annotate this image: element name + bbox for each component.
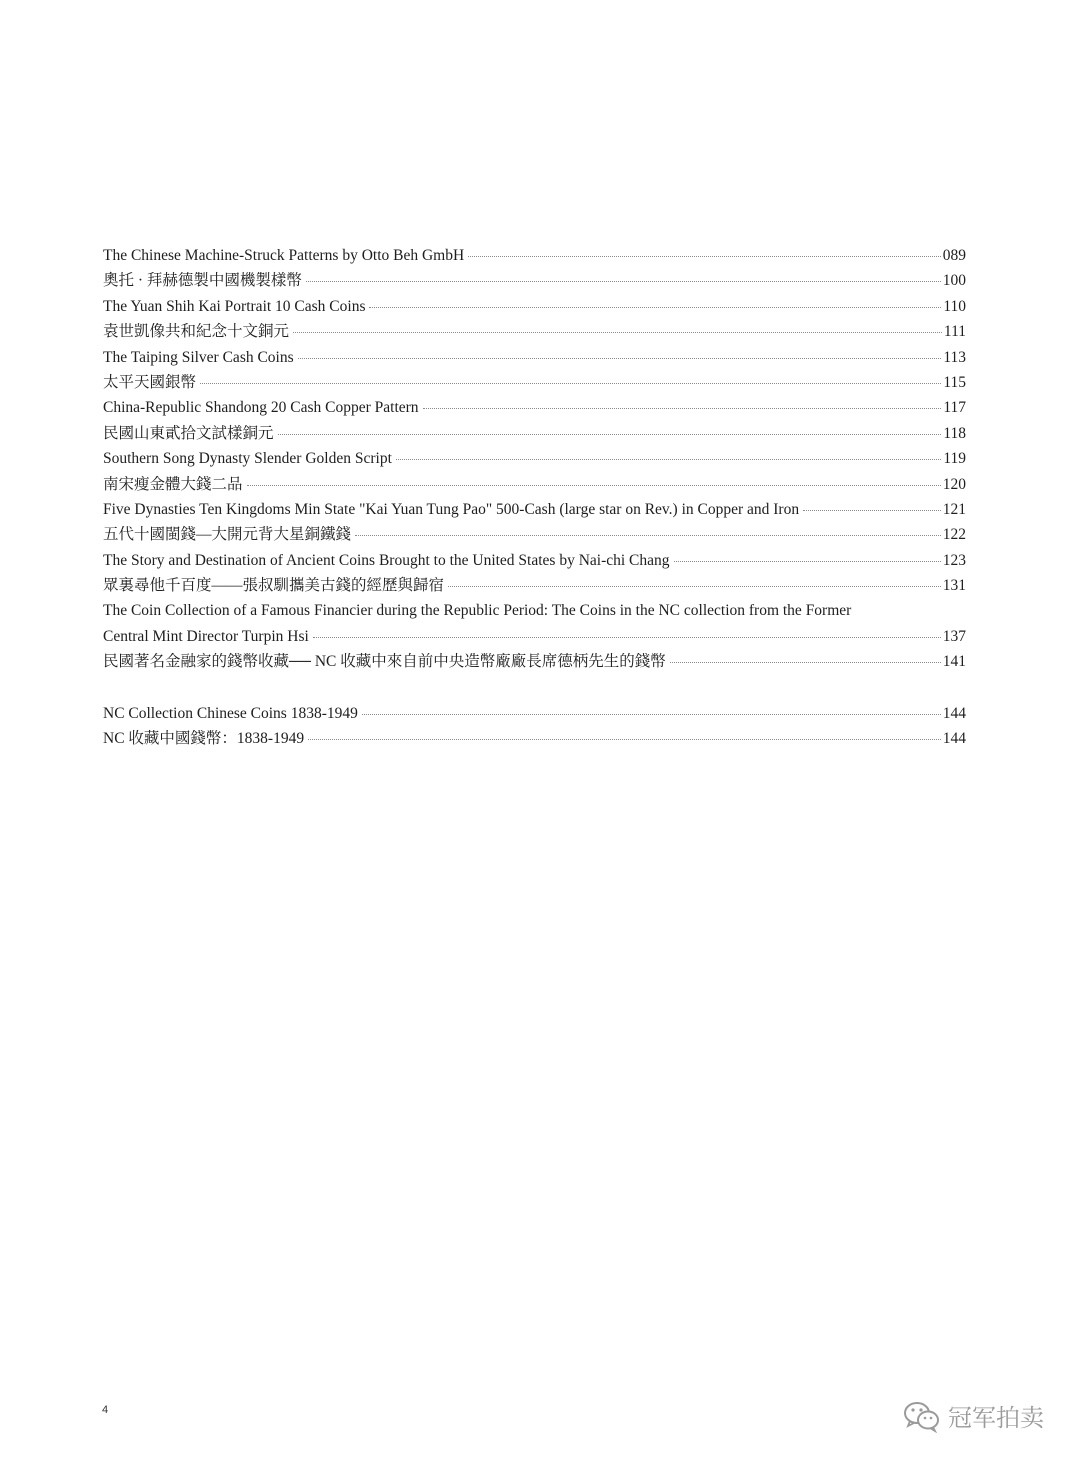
toc-entry[interactable] — [103, 497, 966, 522]
toc-entry-title: 民國著名金融家的錢幣收藏── NC 收藏中來自前中央造幣廠廠長席德柄先生的錢幣 — [103, 653, 666, 671]
dot-leader — [674, 561, 941, 562]
dot-leader — [803, 510, 941, 511]
toc-entry-page: 115 — [943, 373, 966, 391]
toc-entry-page: 137 — [942, 627, 966, 645]
section-gap — [103, 675, 966, 701]
toc-entry-title: NC 收藏中國錢幣：1838-1949 — [103, 730, 305, 748]
dot-leader — [362, 714, 941, 715]
toc-entry-title: Five Dynasties Ten Kingdoms Min State "Kai Yuan Tung Pao" 500-Cash (large star on Rev.) in Copper and Iron — [103, 500, 800, 518]
toc-entry-page: 141 — [942, 653, 966, 671]
watermark — [902, 1398, 1044, 1433]
toc-entry-title: The Story and Destination of Ancient Coins Brought to the United States by Nai-chi Chang — [103, 551, 670, 569]
toc-entry[interactable] — [103, 598, 966, 649]
toc-appendix-entry[interactable] — [103, 701, 966, 726]
dot-leader — [278, 434, 942, 435]
dot-leader — [369, 307, 941, 308]
toc-entry-page: 118 — [943, 424, 966, 442]
toc-entry[interactable] — [103, 548, 966, 573]
dot-leader — [200, 383, 941, 384]
toc-appendix-entry[interactable] — [103, 726, 966, 751]
toc-entry[interactable] — [103, 446, 966, 471]
toc-entry-page: 119 — [943, 450, 966, 468]
toc-entry-page: 113 — [943, 348, 966, 366]
toc-entry-title: China-Republic Shandong 20 Cash Copper Pattern — [103, 399, 419, 417]
dot-leader — [423, 408, 942, 409]
toc-entry-title: 奧托 · 拜赫德製中國機製樣幣 — [103, 272, 302, 290]
page-number: 4 — [102, 1404, 109, 1416]
dot-leader — [468, 256, 941, 257]
toc-entry-title: 南宋瘦金體大錢二品 — [103, 475, 243, 493]
toc-entry-page: 121 — [942, 500, 966, 518]
toc-entry-title: 眾裏尋他千百度——張叔馴攜美古錢的經歷與歸宿 — [103, 577, 445, 595]
dot-leader — [670, 662, 941, 663]
toc-entry[interactable] — [103, 243, 966, 268]
toc-entry-title: Southern Song Dynasty Slender Golden Script — [103, 450, 392, 468]
toc-entry[interactable] — [103, 472, 966, 497]
dot-leader — [306, 281, 941, 282]
dot-leader — [396, 459, 941, 460]
toc-entry[interactable] — [103, 319, 966, 344]
toc-entry-page: 122 — [942, 526, 966, 544]
toc-entry[interactable] — [103, 294, 966, 319]
toc-entry-page: 144 — [942, 730, 966, 748]
toc-entry-page: 110 — [943, 297, 966, 315]
toc-entry-page: 089 — [942, 247, 966, 264]
toc-entry[interactable] — [103, 345, 966, 370]
toc-entry-title-line2: Central Mint Director Turpin Hsi — [103, 627, 309, 645]
dot-leader — [247, 485, 941, 486]
toc-entry-title: 袁世凱像共和紀念十文銅元 — [103, 323, 290, 341]
toc-entry[interactable] — [103, 573, 966, 598]
wechat-icon — [902, 1399, 942, 1433]
toc-entry-title: NC Collection Chinese Coins 1838-1949 — [103, 704, 358, 722]
toc-entry-page: 144 — [942, 704, 966, 722]
toc-entry[interactable] — [103, 370, 966, 395]
toc-entry-page: 100 — [942, 272, 966, 290]
watermark-text: 冠军拍卖 — [948, 1404, 1044, 1432]
table-of-contents — [103, 243, 966, 751]
toc-entry-title: The Yuan Shih Kai Portrait 10 Cash Coins — [103, 297, 366, 315]
toc-entry[interactable] — [103, 395, 966, 420]
toc-entry[interactable] — [103, 421, 966, 446]
toc-entry-page: 120 — [942, 475, 966, 493]
toc-entry-title: 五代十國閩錢—大開元背大星銅鐵錢 — [103, 526, 352, 544]
dot-leader — [293, 332, 942, 333]
toc-entry[interactable] — [103, 268, 966, 293]
toc-entry-title: The Taiping Silver Cash Coins — [103, 348, 294, 366]
dot-leader — [298, 358, 942, 359]
dot-leader — [308, 739, 941, 740]
toc-entry-page: 131 — [942, 577, 966, 595]
toc-entry-page: 123 — [942, 551, 966, 569]
dot-leader — [313, 637, 941, 638]
dot-leader — [448, 586, 941, 587]
toc-entry-title: 民國山東貳拾文試樣銅元 — [103, 424, 274, 442]
toc-entry[interactable] — [103, 649, 966, 674]
dot-leader — [355, 535, 941, 536]
toc-entry-title: The Chinese Machine-Struck Patterns by Otto Beh GmbH — [103, 247, 465, 264]
toc-entry-title: 太平天國銀幣 — [103, 373, 197, 391]
toc-entry-page: 111 — [943, 323, 966, 341]
toc-entry[interactable] — [103, 522, 966, 547]
toc-entry-page: 117 — [943, 399, 966, 417]
toc-entry-title-line1: The Coin Collection of a Famous Financier during the Republic Period: The Coins in the NC collection from the Former — [103, 602, 852, 620]
